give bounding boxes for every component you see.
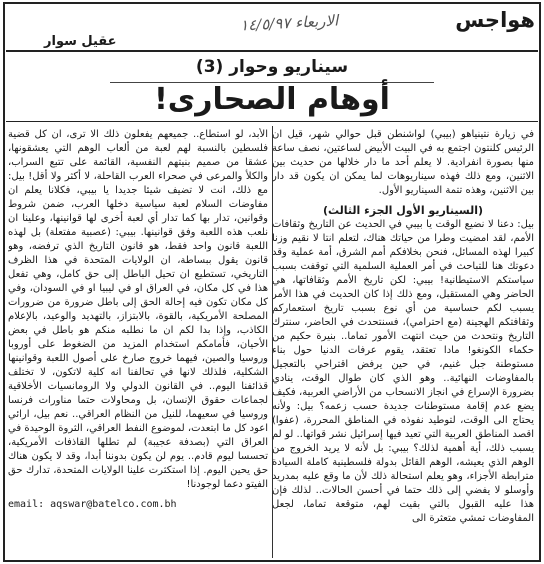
column-name: هواجس	[455, 8, 535, 32]
column-divider	[272, 126, 273, 558]
left-column	[8, 128, 268, 554]
header-divider	[6, 50, 538, 52]
author-name: عقيل سوار	[44, 34, 117, 49]
dialogue-continuation: الأبد، لو استطاع.. جميعهم يفعلون ذلك الا ترى، ان كل قضية فلسطين بالنسبة لهم لعبة من ألعاب الوهم التي يعشقونها، عشقا من صميم بنيتهم النفسية، القائمة على تتبع السراب، والكلأ والمرعى في صحراء العرب القاحلة، لا أكثر ولا أقل! بيل: مع ذلك، انت لا تضيف شيئا جديدا يا بيبي، فكلانا يعلم ان مفاوضات السلام لعبة سياسية دخلها العرب، ضمن شروط وقوانين، تدار بها كما تدار أي لعبة أخرى لها قوانينها، وعلينا ان نلعب هذه اللعبة وفق قوانينها. بيبي: (عصبية مفتعلة) بل لهذه اللعبة قانون واحد فقط، هو قانون التاريخ الذي ترفضه، وهو قانون يقول ببساطة، ان الولايات المتحدة في هذا الظرف التاريخي، تستطيع ان تحيل الباطل إلى حق كامل، وهي تفعل هذا في كل مكان، في العراق او في ليبيا او في السودان، وفي كل مكان تكون فيه إحالة الحق إلى باطل ضرورة من ضرورات المصلحة الأمريكية، بالقوة، بالابتزاز، بالتهديد والوعيد، بالإعلام الكاذب، وإذا بدا لكم ان ما نطلبه منكم هو باطل في بعض الأحيان، فأمامكم استخدام المزيد من الضغوط على أوروبا وروسيا والصين، فيهما خروج صارخ على أصول اللعبة وقوانينها الشكلية، فلذلك لانها في تحالفنا انه كلية لاتكون، لا تختلف قذائفنا اليوم.. في القانون الدولي ولا الرومانسيات الأخلاقية لجماعات حقوق الإنسان، بل ومحاولات حتما مناورات فرنسا وروسيا في سعيهما، للنيل من النظام العراقي.. نعم بيل، ارائي اعود كل ما ابتعدت، لموضوع النفط العراقي، الثروة الوحيدة في العراق التي (بصدفة عجيبة) لم تطلها القاذفات الأمريكية، تحسسا ليوم قادم.. يوم لن يكون بدوننا أبدا، وقد لا يكون هناك حق يحين اليوم. إذا استكثرت علينا الولايات المتحدة، تدارك حق الفيتو دعما لوجودنا!	[8, 129, 268, 490]
intro-paragraph: في زيارة نتينياهو (بيبي) لواشنطن قبل حوالي شهر، قيل ان الرئيس كلنتون اجتمع به في البيت الأبيض لساعتين، نصف ساعة منها بصورة انفرادية. لا يعلم أحد ما دار خلالها من حديث بين الاثنين، ومع ذلك فهذه سيناريوهات لما يمكن ان يكون قد دار بين الاثنين، وهذه تتمة السيناريو الأول.	[272, 129, 534, 196]
section-subhead: (السيناريو الأول الجزء الثالث)	[322, 204, 484, 217]
right-column	[272, 128, 534, 556]
article-kicker: سيناريو وحوار (3)	[195, 57, 349, 77]
headline-divider	[6, 121, 538, 122]
handwritten-date: الاربعاء ١٤/٥/٩٧	[239, 11, 339, 35]
author-email: email: aqswar@batelco.com.bh	[8, 499, 177, 510]
dialogue-paragraph: بيل: دعنا لا نضيع الوقت يا بيبي في الحديث عن التاريخ وثقافات الأمم، لقد امضيت وطرا من حياتك هناك، لتعلم انتا لا نقيم وزنا كبيرا لهذه المسائل، فنحن بخلافكم أمم الشرق، أمة عملية وقد دعوتك هنا للتباحث في أمر العملية السلمية التي توقفت بسبب سياستكم الاستيطانية! بيبي: لكن تاريخ الأمم وثقافاتها، هي الحاضر وهي المستقبل، ومع ذلك إذا كان الحديث في هذا الأمر يسبب لكم حساسية من أي نوع بسبب تاريخ استعماركم وثقافتكم الهجينة (مع احترامي)، فسنتحدث في الحاضر، سنترك التاريخ ونتحدث من حيث انتهت الأمور تماما.. بنيرة حكيم من حكماء الكونغو! مادا تعتقد، يقوم عرفات الدنيا حول بناء مستوطنة جبل غنيم، في حين يرفض اقتراحي بالتعجيل بالمفاوضات النهائية.. وهو الذي كان طوال الوقت، ينادي بضرورة الإسراع في انجاز الانسحاب من الأراضي العربية، فكيف يضع عدم إقامة مستوطنات جديدة حسب زعمه؟ بيل: ولأنه يحتاج الى الوقت، لتوطيد نفوذه في المناطق المحررة، (عفوا) اقصد المناطق العربية التي تعيد فيها إسرائيل نشر قواتها.. لو لم يسبب ذلك، أية أهمية لذلك؟ بيبي: بل لأنه لا يريد الخروج من الوهم الذي يعيشه، الوهم القائل بدولة فلسطينية كاملة السيادة مترابطة الأجزاء، وهو يعلم استحالة ذلك لأن ما وقع عليه بمدريد وأوسلو لا يفضي إلى ذلك حتما في أحسن الحالات.. لذلك فإن هذا عليه القبول بالتي بقيت لهم، متوقعة تماما، لجعل المفاوضات تمشي متعثرة الى	[272, 219, 534, 524]
article-headline: أوهام الصحارى!	[154, 82, 390, 117]
